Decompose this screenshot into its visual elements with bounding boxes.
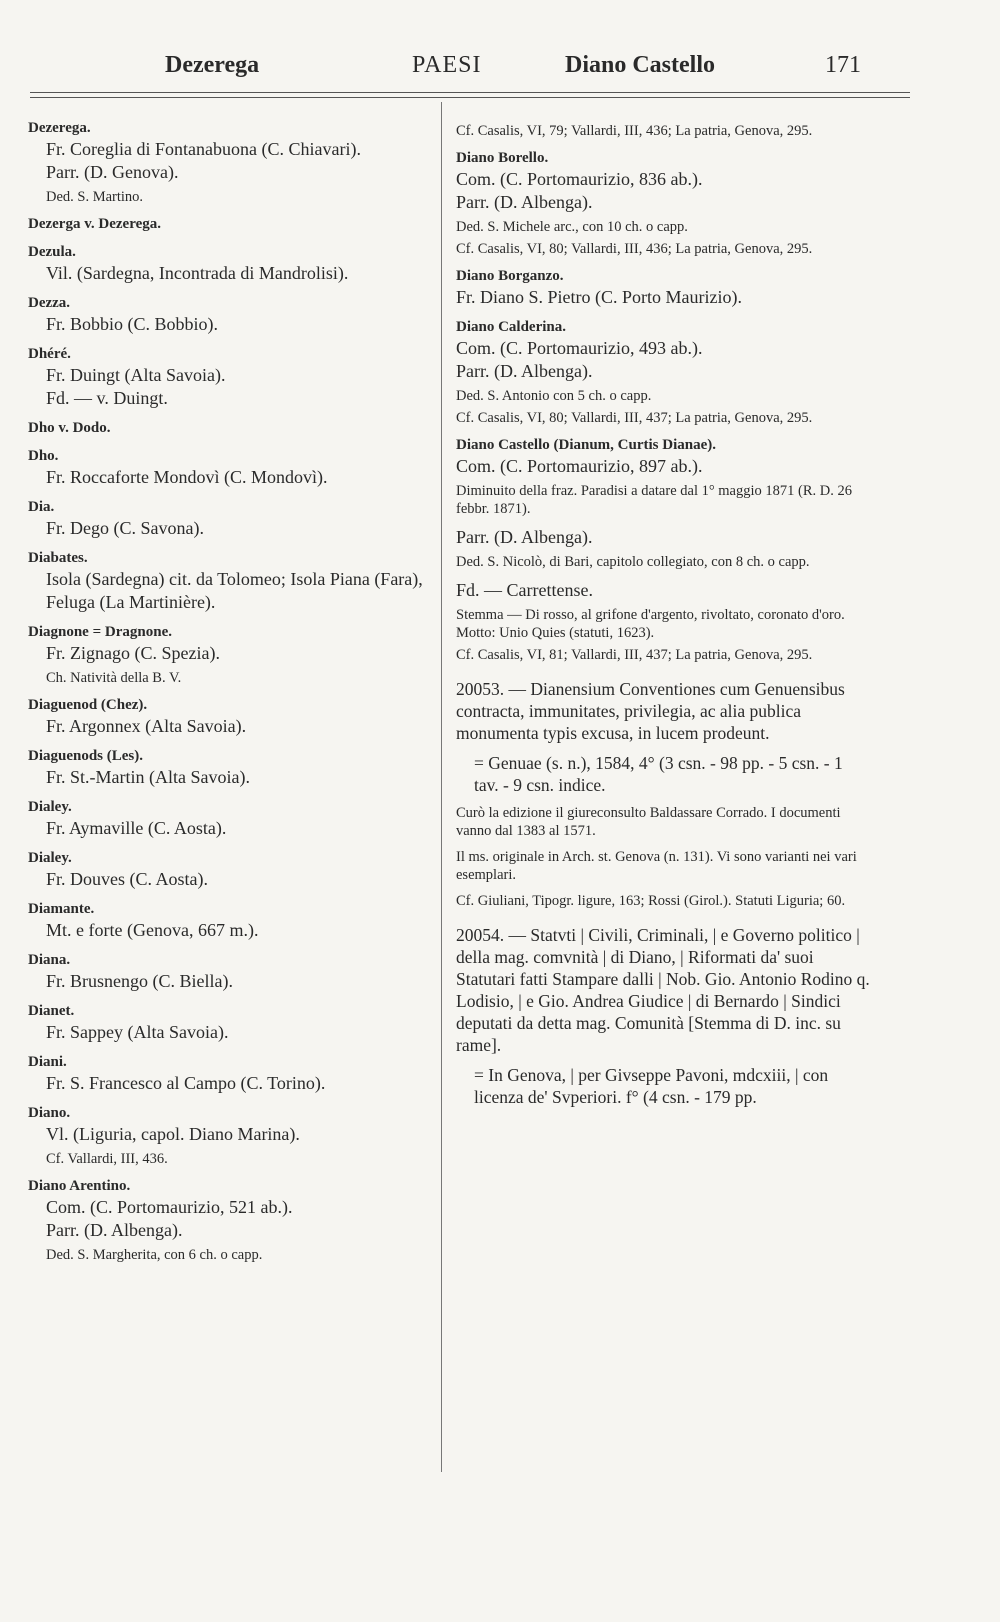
item-note: Cf. Giuliani, Tipogr. ligure, 163; Rossi (Girol.). Statuti Liguria; 60. bbox=[456, 893, 846, 909]
entry-headword: Diaguenod (Chez). bbox=[28, 697, 148, 713]
gazetteer-entry bbox=[28, 242, 428, 285]
gazetteer-entry bbox=[28, 1103, 428, 1168]
gazetteer-entry bbox=[456, 122, 870, 140]
entry-headword: Diana. bbox=[28, 952, 71, 968]
gazetteer-entry bbox=[28, 1052, 428, 1095]
entry-line: Fr. Diano S. Pietro (C. Porto Maurizio). bbox=[456, 287, 742, 307]
entry-note: Ded. S. Antonio con 5 ch. o capp. bbox=[456, 388, 652, 404]
entry-line: Fr. Douves (C. Aosta). bbox=[46, 869, 208, 889]
entry-note: Cf. Casalis, VI, 80; Vallardi, III, 437; La patria, Genova, 295. bbox=[456, 410, 813, 426]
entry-note: Cf. Casalis, VI, 81; Vallardi, III, 437; La patria, Genova, 295. bbox=[456, 647, 813, 663]
gazetteer-entry bbox=[456, 266, 870, 309]
item-note: Curò la edizione il giureconsulto Baldassare Corrado. I documenti vanno dal 1383 al 1571. bbox=[456, 805, 841, 839]
entry-note: Ded. S. Nicolò, di Bari, capitolo collegiato, con 8 ch. o capp. bbox=[456, 554, 810, 570]
entry-headword: Diano Borello. bbox=[456, 150, 549, 166]
entry-headword: Diabates. bbox=[28, 550, 88, 566]
header-left-term: Dezerega bbox=[165, 52, 260, 78]
bibliography-item bbox=[456, 678, 870, 910]
item-note: Il ms. originale in Arch. st. Genova (n. 131). Vi sono varianti nei vari esemplari. bbox=[456, 849, 857, 883]
gazetteer-entry bbox=[28, 418, 428, 438]
running-header bbox=[30, 44, 910, 84]
entry-line: Fr. Zignago (C. Spezia). bbox=[46, 643, 220, 663]
gazetteer-entry bbox=[28, 293, 428, 336]
header-right-term: Diano Castello bbox=[565, 52, 715, 78]
gazetteer-entry bbox=[28, 344, 428, 410]
entry-note: Cf. Vallardi, III, 436. bbox=[46, 1151, 168, 1167]
entry-headword: Dezerga v. Dezerega. bbox=[28, 216, 161, 232]
gazetteer-entry bbox=[28, 950, 428, 993]
gazetteer-entry bbox=[28, 1001, 428, 1044]
left-column bbox=[28, 118, 428, 1272]
entry-line: Fr. Sappey (Alta Savoia). bbox=[46, 1022, 229, 1042]
right-column bbox=[456, 118, 870, 1116]
gazetteer-entry bbox=[456, 435, 870, 518]
gazetteer-entry bbox=[28, 797, 428, 840]
entry-line: Fr. Coreglia di Fontanabuona (C. Chiavari). bbox=[46, 139, 361, 159]
entry-headword: Diani. bbox=[28, 1054, 67, 1070]
entry-line: Com. (C. Portomaurizio, 897 ab.). bbox=[456, 456, 703, 476]
entry-line: Fr. Argonnex (Alta Savoia). bbox=[46, 716, 247, 736]
entry-headword: Diano Arentino. bbox=[28, 1178, 131, 1194]
page-number: 171 bbox=[825, 52, 861, 78]
entry-line: Fr. Bobbio (C. Bobbio). bbox=[46, 314, 219, 334]
entry-note: Ch. Natività della B. V. bbox=[46, 670, 182, 686]
entry-line: Vil. (Sardegna, Incontrada di Mandrolisi). bbox=[46, 263, 349, 283]
entry-line: Fr. S. Francesco al Campo (C. Torino). bbox=[46, 1073, 326, 1093]
header-rule-2 bbox=[30, 97, 910, 98]
gazetteer-entry bbox=[28, 214, 428, 234]
header-rule bbox=[30, 92, 910, 93]
gazetteer-entry bbox=[28, 622, 428, 687]
gazetteer-entry bbox=[28, 899, 428, 942]
gazetteer-entry bbox=[28, 746, 428, 789]
entry-note: Ded. S. Michele arc., con 10 ch. o capp. bbox=[456, 219, 688, 235]
entry-line: Parr. (D. Genova). bbox=[46, 162, 179, 182]
item-imprint: = Genuae (s. n.), 1584, 4° (3 csn. - 98 pp. - 5 csn. - 1 tav. - 9 csn. indice. bbox=[474, 753, 843, 795]
gazetteer-entry bbox=[456, 526, 870, 571]
entry-note: Ded. S. Margherita, con 6 ch. o capp. bbox=[46, 1247, 263, 1263]
gazetteer-entry bbox=[28, 118, 428, 206]
entry-line: Fd. — Carrettense. bbox=[456, 580, 593, 600]
entry-headword: Dianet. bbox=[28, 1003, 75, 1019]
entry-line: Mt. e forte (Genova, 667 m.). bbox=[46, 920, 259, 940]
entry-headword: Dezerega. bbox=[28, 120, 91, 136]
entry-note: Stemma — Di rosso, al grifone d'argento, rivoltato, coronato d'oro. Motto: Unio Quies (statuti, 1623). bbox=[456, 607, 845, 641]
entry-line: Fr. St.-Martin (Alta Savoia). bbox=[46, 767, 250, 787]
entry-line: Fr. Brusnengo (C. Biella). bbox=[46, 971, 233, 991]
entry-line: Fr. Roccaforte Mondovì (C. Mondovì). bbox=[46, 467, 328, 487]
entry-line: Parr. (D. Albenga). bbox=[456, 527, 593, 547]
gazetteer-entry bbox=[456, 579, 870, 664]
column-divider bbox=[441, 102, 442, 1472]
entry-headword: Diano Castello (Dianum, Curtis Dianae). bbox=[456, 437, 717, 453]
entry-line: Com. (C. Portomaurizio, 521 ab.). bbox=[46, 1197, 293, 1217]
entry-headword: Dho v. Dodo. bbox=[28, 420, 111, 436]
entry-headword: Diano Borganzo. bbox=[456, 268, 564, 284]
item-imprint: = In Genova, | per Givseppe Pavoni, mdcxiii, | con licenza de' Svperiori. f° (4 csn. - 179 pp. bbox=[474, 1065, 829, 1107]
entry-headword: Diaguenods (Les). bbox=[28, 748, 144, 764]
entry-line: Fr. Dego (C. Savona). bbox=[46, 518, 204, 538]
entry-note: Cf. Casalis, VI, 79; Vallardi, III, 436; La patria, Genova, 295. bbox=[456, 123, 813, 139]
item-title: 20053. — Dianensium Conventiones cum Genuensibus contracta, immunitates, privilegia, ac alia publica monumenta typis excusa, in lucem prodeunt. bbox=[456, 679, 845, 743]
header-section: PAESI bbox=[412, 52, 482, 78]
bibliography-item bbox=[456, 924, 870, 1108]
entry-headword: Diamante. bbox=[28, 901, 95, 917]
gazetteer-entry bbox=[456, 317, 870, 427]
gazetteer-entry bbox=[28, 548, 428, 614]
entry-headword: Dho. bbox=[28, 448, 59, 464]
entry-line: Isola (Sardegna) cit. da Tolomeo; Isola Piana (Fara), Feluga (La Martinière). bbox=[46, 569, 423, 612]
entry-line: Parr. (D. Albenga). bbox=[456, 361, 593, 381]
gazetteer-entry bbox=[28, 848, 428, 891]
entry-headword: Dialey. bbox=[28, 850, 72, 866]
entry-line: Vl. (Liguria, capol. Diano Marina). bbox=[46, 1124, 300, 1144]
entry-note: Ded. S. Martino. bbox=[46, 189, 144, 205]
entry-note: Diminuito della fraz. Paradisi a datare dal 1° maggio 1871 (R. D. 26 febbr. 1871). bbox=[456, 483, 852, 517]
entry-headword: Dezza. bbox=[28, 295, 71, 311]
entry-line: Fd. — v. Duingt. bbox=[46, 388, 168, 408]
entry-line: Parr. (D. Albenga). bbox=[456, 192, 593, 212]
entry-line: Parr. (D. Albenga). bbox=[46, 1220, 183, 1240]
entry-headword: Dialey. bbox=[28, 799, 72, 815]
entry-note: Cf. Casalis, VI, 80; Vallardi, III, 436; La patria, Genova, 295. bbox=[456, 241, 813, 257]
gazetteer-entry bbox=[28, 695, 428, 738]
gazetteer-entry bbox=[28, 497, 428, 540]
gazetteer-entry bbox=[456, 148, 870, 258]
entry-headword: Diagnone = Dragnone. bbox=[28, 624, 172, 640]
entry-headword: Dhéré. bbox=[28, 346, 71, 362]
entry-line: Fr. Aymaville (C. Aosta). bbox=[46, 818, 227, 838]
entry-headword: Diano Calderina. bbox=[456, 319, 567, 335]
gazetteer-entry bbox=[28, 446, 428, 489]
gazetteer-entry bbox=[28, 1176, 428, 1264]
item-title: 20054. — Statvti | Civili, Criminali, | e Governo politico | della mag. comvnità | di Diano, | Riformati da' suoi Statutari fatti Stampare dalli | Nob. Gio. Antonio Rodino q. Lodisio, | e Gio. Andrea Giudice | di Bernardo | Sindici deputati da detta mag. Comunità [Stemma di D. inc. su rame]. bbox=[456, 925, 870, 1055]
entry-line: Fr. Duingt (Alta Savoia). bbox=[46, 365, 226, 385]
entry-headword: Dia. bbox=[28, 499, 55, 515]
entry-line: Com. (C. Portomaurizio, 836 ab.). bbox=[456, 169, 703, 189]
entry-headword: Diano. bbox=[28, 1105, 71, 1121]
entry-line: Com. (C. Portomaurizio, 493 ab.). bbox=[456, 338, 703, 358]
entry-headword: Dezula. bbox=[28, 244, 76, 260]
